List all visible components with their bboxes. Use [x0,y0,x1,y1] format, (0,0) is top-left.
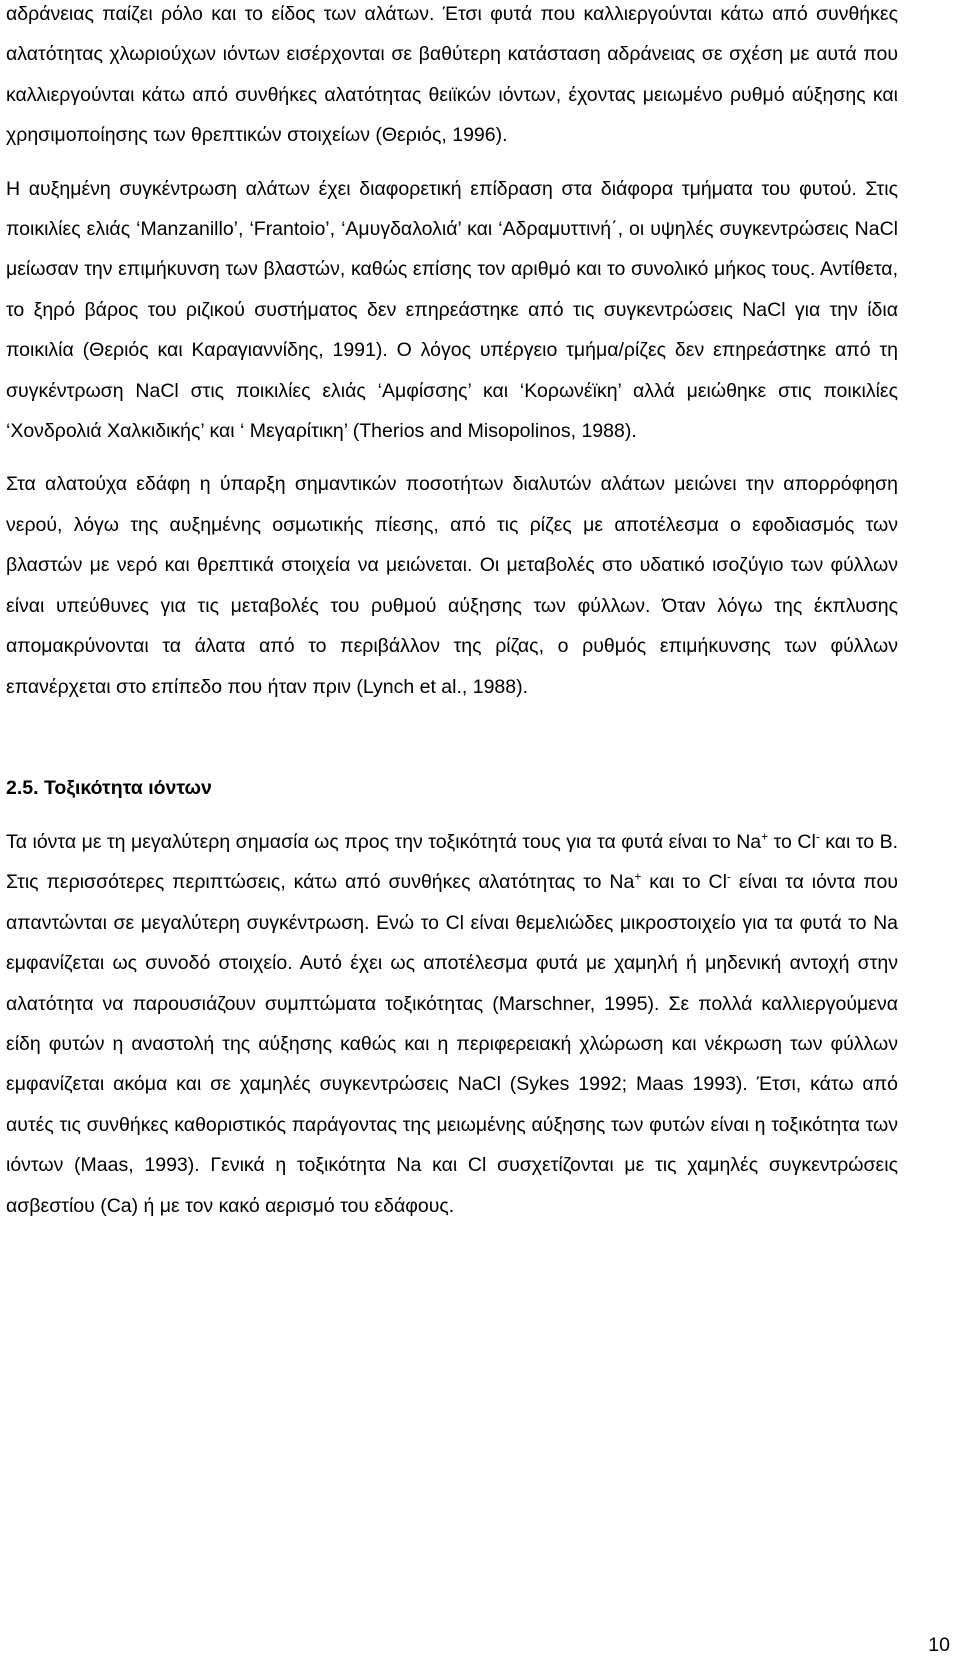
superscript-minus: - [815,829,820,844]
superscript-minus: - [726,869,731,884]
paragraph-text: και το B. Στις περισσότερες περιπτώσεις, κάτω από συνθήκες αλατότητας το Na [6,830,898,894]
page-content [6,0,898,1226]
paragraph: Η αυξημένη συγκέντρωση αλάτων έχει διαφορετική επίδραση στα διάφορα τμήματα του φυτού. Στις ποικιλίες ελιάς ‘Manzanillo’, ‘Frantoio’, ‘Αμυγδαλολιά’ και ‘Αδραμυττινή΄, οι υψηλές συγκεντρώσεις NaCl μείωσαν την επιμήκυνση των βλαστών, καθώς επίσης τον αριθμό και το συνολικό μήκος τους. Αντίθετα, το ξηρό βάρος του ριζικού συστήματος δεν επηρεάστηκε από τις συγκεντρώσεις NaCl για την ίδια ποικιλία (Θεριός και Καραγιαννίδης, 1991). Ο λόγος υπέργειο τμήμα/ρίζες δεν επηρεάστηκε από τη συγκέντρωση NaCl στις ποικιλίες ελιάς ‘Αμφίσσης’ και ‘Κορωνέϊκη’ αλλά μειώθηκε στις ποικιλίες ‘Χονδρολιά Χαλκιδικής’ και ‘ Μεγαρίτικη’ (Therios and Misopolinos, 1988). [6,177,898,443]
superscript-plus: + [761,829,769,844]
paragraph-text: είναι τα ιόντα που απαντώνται σε μεγαλύτερη συγκέντρωση. Ενώ το Cl είναι θεμελιώδες μικροστοιχείο για τα φυτά το Na εμφανίζεται ως συνοδό στοιχείο. Αυτό έχει ως αποτέλεσμα φυτά με χαμηλή ή μηδενική αντοχή στην αλατότητα να παρουσιάζουν συμπτώματα τοξικότητας (Marschner, 1995). Σε πολλά καλλιεργούμενα είδη φυτών η αναστολή της αύξησης καθώς και η περιφερειακή χλώρωση και νέκρωση των φύλλων εμφανίζεται ακόμα και σε χαμηλές συγκεντρώσεις NaCl (Sykes 1992; Maas 1993). Έτσι, κάτω από αυτές τις συνθήκες καθοριστικός παράγοντας της μειωμένης αύξησης των φυτών είναι η τοξικότητα των ιόντων (Maas, 1993). Γενικά η τοξικότητα Na και Cl συσχετίζονται με τις χαμηλές συγκεντρώσεις ασβεστίου (Ca) ή με τον κακό αερισμό του εδάφους. [6,871,898,1217]
paragraph-text: το Cl [768,830,816,853]
page-number: 10 [928,1634,950,1656]
paragraph: Στα αλατούχα εδάφη η ύπαρξη σημαντικών ποσοτήτων διαλυτών αλάτων μειώνει την απορρόφηση νερού, λόγω της αυξημένης οσμωτικής πίεσης, από τις ρίζες με αποτέλεσμα ο εφοδιασμός των βλαστών με νερό και θρεπτικά στοιχεία να μειώνεται. Οι μεταβολές στο υδατικό ισοζύγιο των φύλλων είναι υπεύθυνες για τις μεταβολές του ρυθμού αύξησης των φύλλων. Όταν λόγω της έκπλυσης απομακρύνονται τα άλατα από το περιβάλλον της ρίζας, ο ρυθμός επιμήκυνσης των φύλλων επανέρχεται στο επίπεδο που ήταν πριν (Lynch et al., 1988). [6,473,898,698]
paragraph-text: Τα ιόντα με τη μεγαλύτερη σημασία ως προς την τοξικότητά τους για τα φυτά είναι το Na [6,830,762,853]
paragraph: αδράνειας παίζει ρόλο και το είδος των αλάτων. Έτσι φυτά που καλλιεργούνται κάτω από συνθήκες αλατότητας χλωριούχων ιόντων εισέρχονται σε βαθύτερη κατάσταση αδράνειας σε σχέση με αυτά που καλλιεργούνται κάτω από συνθήκες αλατότητας θειϊκών ιόντων, έχοντας μειωμένο ρυθμό αύξησης και χρησιμοποίησης των θρεπτικών στοιχείων (Θεριός, 1996). [6,3,898,147]
section-heading: 2.5. Τοξικότητα ιόντων [6,776,212,799]
paragraph-text: και το Cl [641,871,727,894]
superscript-plus: + [634,869,642,884]
paragraph [6,822,898,1226]
